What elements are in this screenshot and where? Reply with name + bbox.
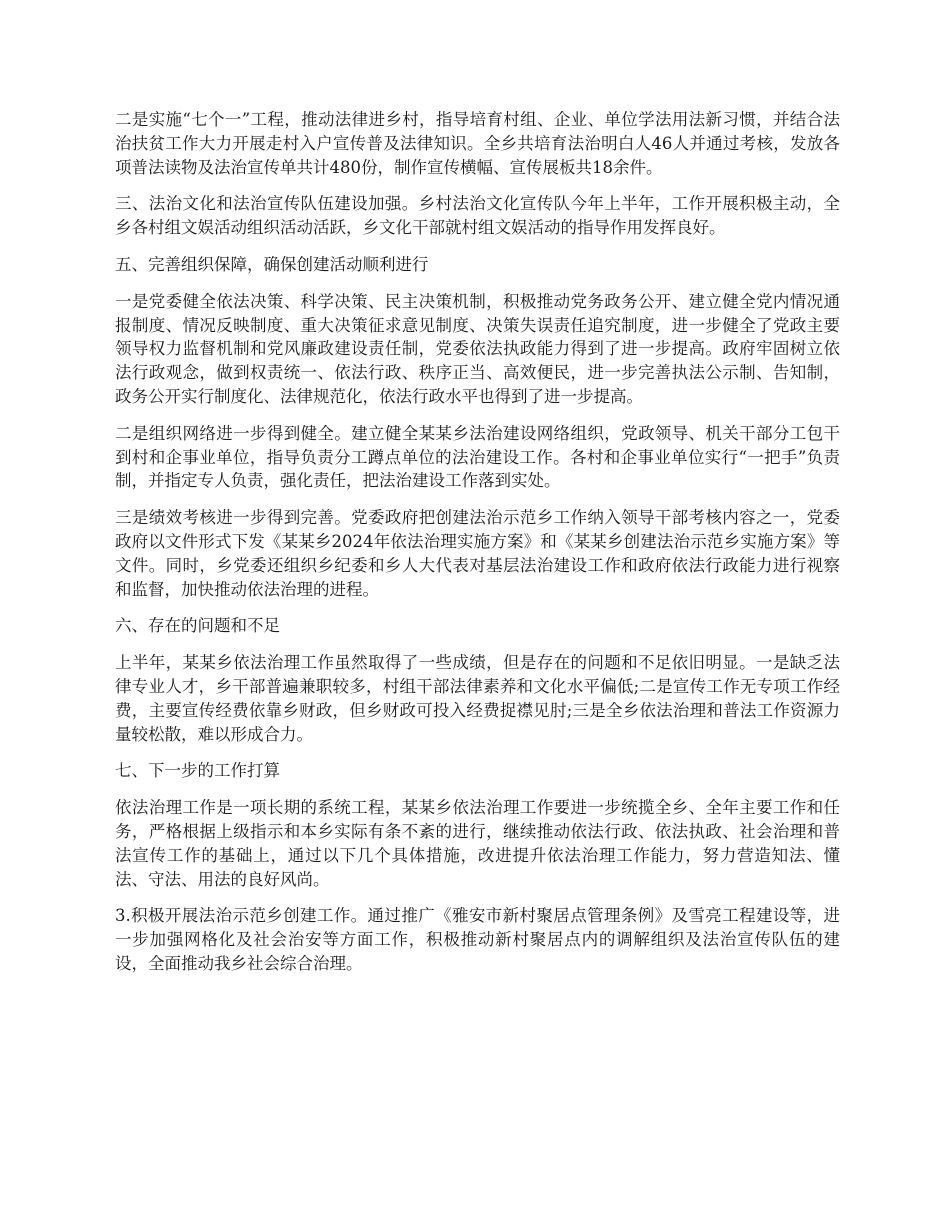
paragraph-party-decision-mechanism: 一是党委健全依法决策、科学决策、民主决策机制，积极推动党务政务公开、建立健全党内情况通报制度、情况反映制度、重大决策征求意见制度、决策失误责任追究制度，进一步健全了党政主要领导权力监督机制和党风廉政建设责任制，党委依法执政能力得到了进一步提高。政府牢固树立依法行政观念，做到权责统一、依法行政、秩序正当、高效便民，进一步完善执法公示制、告知制，政务公开实行制度化、法律规范化，依法行政水平也得到了进一步提高。 — [115, 291, 840, 406]
section-heading-problems: 六、存在的问题和不足 — [115, 616, 280, 636]
paragraph-next-steps-intro: 依法治理工作是一项长期的系统工程，某某乡依法治理工作要进一步统揽全乡、全年主要工作和任务，严格根据上级指示和本乡实际有条不紊的进行，继续推动依法行政、依法执政、社会治理和普法宣传工作的基础上，通过以下几个具体措施，改进提升依法治理工作能力，努力营造知法、懂法、守法、用法的良好风尚。 — [115, 798, 840, 889]
paragraph-demonstration-township: 3.积极开展法治示范乡创建工作。通过推广《雅安市新村聚居点管理条例》及雪亮工程建设等，进一步加强网格化及社会治安等方面工作，积极推动新村聚居点内的调解组织及法治宣传队伍的建设，全面推动我乡社会综合治理。 — [115, 906, 840, 973]
paragraph-problems-detail: 上半年，某某乡依法治理工作虽然取得了一些成绩，但是存在的问题和不足依旧明显。一是缺乏法律专业人才，乡干部普遍兼职较多，村组干部法律素养和文化水平偏低;二是宣传工作无专项工作经费，主要宣传经费依靠乡财政，但乡财政可投入经费捉襟见肘;三是全乡依法治理和普法工作资源力量较松散，难以形成合力。 — [115, 653, 840, 744]
paragraph-performance-assessment: 三是绩效考核进一步得到完善。党委政府把创建法治示范乡工作纳入领导干部考核内容之一，党委政府以文件形式下发《某某乡2024年依法治理实施方案》和《某某乡创建法治示范乡实施方案》等文件。同时，乡党委还组织乡纪委和乡人大代表对基层法治建设工作和政府依法行政能力进行视察和监督，加快推动依法治理的进程。 — [115, 508, 840, 599]
section-heading-next-steps: 七、下一步的工作打算 — [115, 761, 280, 781]
paragraph-law-into-village: 二是实施“七个一”工程，推动法律进乡村，指导培育村组、企业、单位学法用法新习惯，并结合法治扶贫工作大力开展走村入户宣传普及法律知识。全乡共培育法治明白人46人并通过考核，发放各项普法读物及法治宣传单共计480份，制作宣传横幅、宣传展板共18余件。 — [115, 110, 840, 177]
document-page — [115, 108, 840, 989]
section-heading-organization-guarantee: 五、完善组织保障，确保创建活动顺利进行 — [115, 254, 429, 274]
paragraph-organization-network: 二是组织网络进一步得到健全。建立健全某某乡法治建设网络组织，党政领导、机关干部分工包干到村和企事业单位，指导负责分工蹲点单位的法治建设工作。各村和企事业单位实行“一把手”负责制，并指定专人负责，强化责任，把法治建设工作落到实处。 — [115, 423, 840, 491]
paragraph-legal-culture-team: 三、法治文化和法治宣传队伍建设加强。乡村法治文化宣传队今年上半年，工作开展积极主动，全乡各村组文娱活动组织活动活跃，乡文化干部就村组文娱活动的指导作用发挥良好。 — [115, 194, 840, 238]
